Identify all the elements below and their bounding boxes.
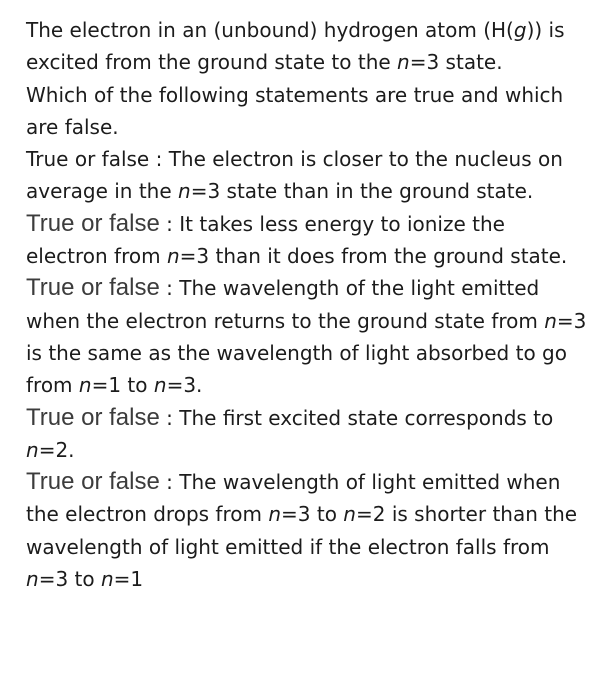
question-instruction: Which of the following statements are true and which are false. <box>26 82 564 139</box>
label-colon: : <box>159 276 180 301</box>
statement-text: The wavelength of light emitted when the electron drops from <box>26 470 561 527</box>
statement-text: =1 to <box>91 373 154 398</box>
intro-text-1: The electron in an (unbound) hydrogen atom (H( <box>26 18 514 42</box>
statement-text: =1 <box>113 567 144 592</box>
statement-text: =3 than it does from the ground state. <box>179 244 568 269</box>
statement-4 <box>26 402 592 467</box>
quantum-number-n: n <box>26 437 39 462</box>
statement-text: =2. <box>38 437 75 462</box>
statement-text: =3 to <box>38 567 101 592</box>
statement-text: The first excited state corresponds to <box>179 405 554 430</box>
label-colon: : <box>159 405 180 430</box>
quantum-number-n: n <box>397 50 410 75</box>
statement-text: The electron is closer to the nucleus on average in the <box>26 147 563 204</box>
label-colon: : <box>159 470 180 495</box>
quantum-number-n: n <box>78 373 92 398</box>
label-colon: : <box>149 147 169 172</box>
gas-symbol: g <box>513 18 527 42</box>
quantum-number-n: n <box>100 567 114 592</box>
statement-text: =2 is shorter than the wavelength of light emitted if the electron falls from <box>26 502 578 559</box>
statement-text: The wavelength of the light emitted when the electron returns to the ground state from <box>26 276 545 333</box>
quantum-number-n: n <box>153 373 167 398</box>
statement-5 <box>26 466 592 595</box>
true-or-false-label: True or false <box>26 147 150 172</box>
statement-2 <box>26 208 592 273</box>
true-or-false-label: True or false <box>26 468 160 496</box>
statements-list <box>26 143 592 595</box>
statement-3 <box>26 272 592 401</box>
label-colon: : <box>159 211 180 236</box>
true-or-false-label: True or false <box>26 403 160 431</box>
statement-text: =3 state than in the ground state. <box>190 179 534 204</box>
quantum-number-n: n <box>178 179 191 204</box>
quantum-number-n: n <box>166 244 180 269</box>
statement-text: It takes less energy to ionize the electron from <box>26 211 505 269</box>
statement-text: =3 is the same as the wavelength of light absorbed to go from <box>26 308 587 398</box>
intro-text-2: )) is excited from the ground state to the <box>26 18 565 75</box>
true-or-false-label: True or false <box>26 274 160 302</box>
true-or-false-label: True or false <box>26 209 160 237</box>
quantum-number-n: n <box>544 308 557 333</box>
statement-text: =3. <box>166 373 203 398</box>
intro-paragraph <box>26 14 592 79</box>
quantum-number-n: n <box>343 502 356 527</box>
quantum-number-n: n <box>26 567 39 592</box>
quantum-number-n: n <box>268 502 282 527</box>
intro-text-3: =3 state. <box>409 50 503 75</box>
statement-text: =3 to <box>281 502 344 527</box>
statement-1 <box>26 143 592 208</box>
